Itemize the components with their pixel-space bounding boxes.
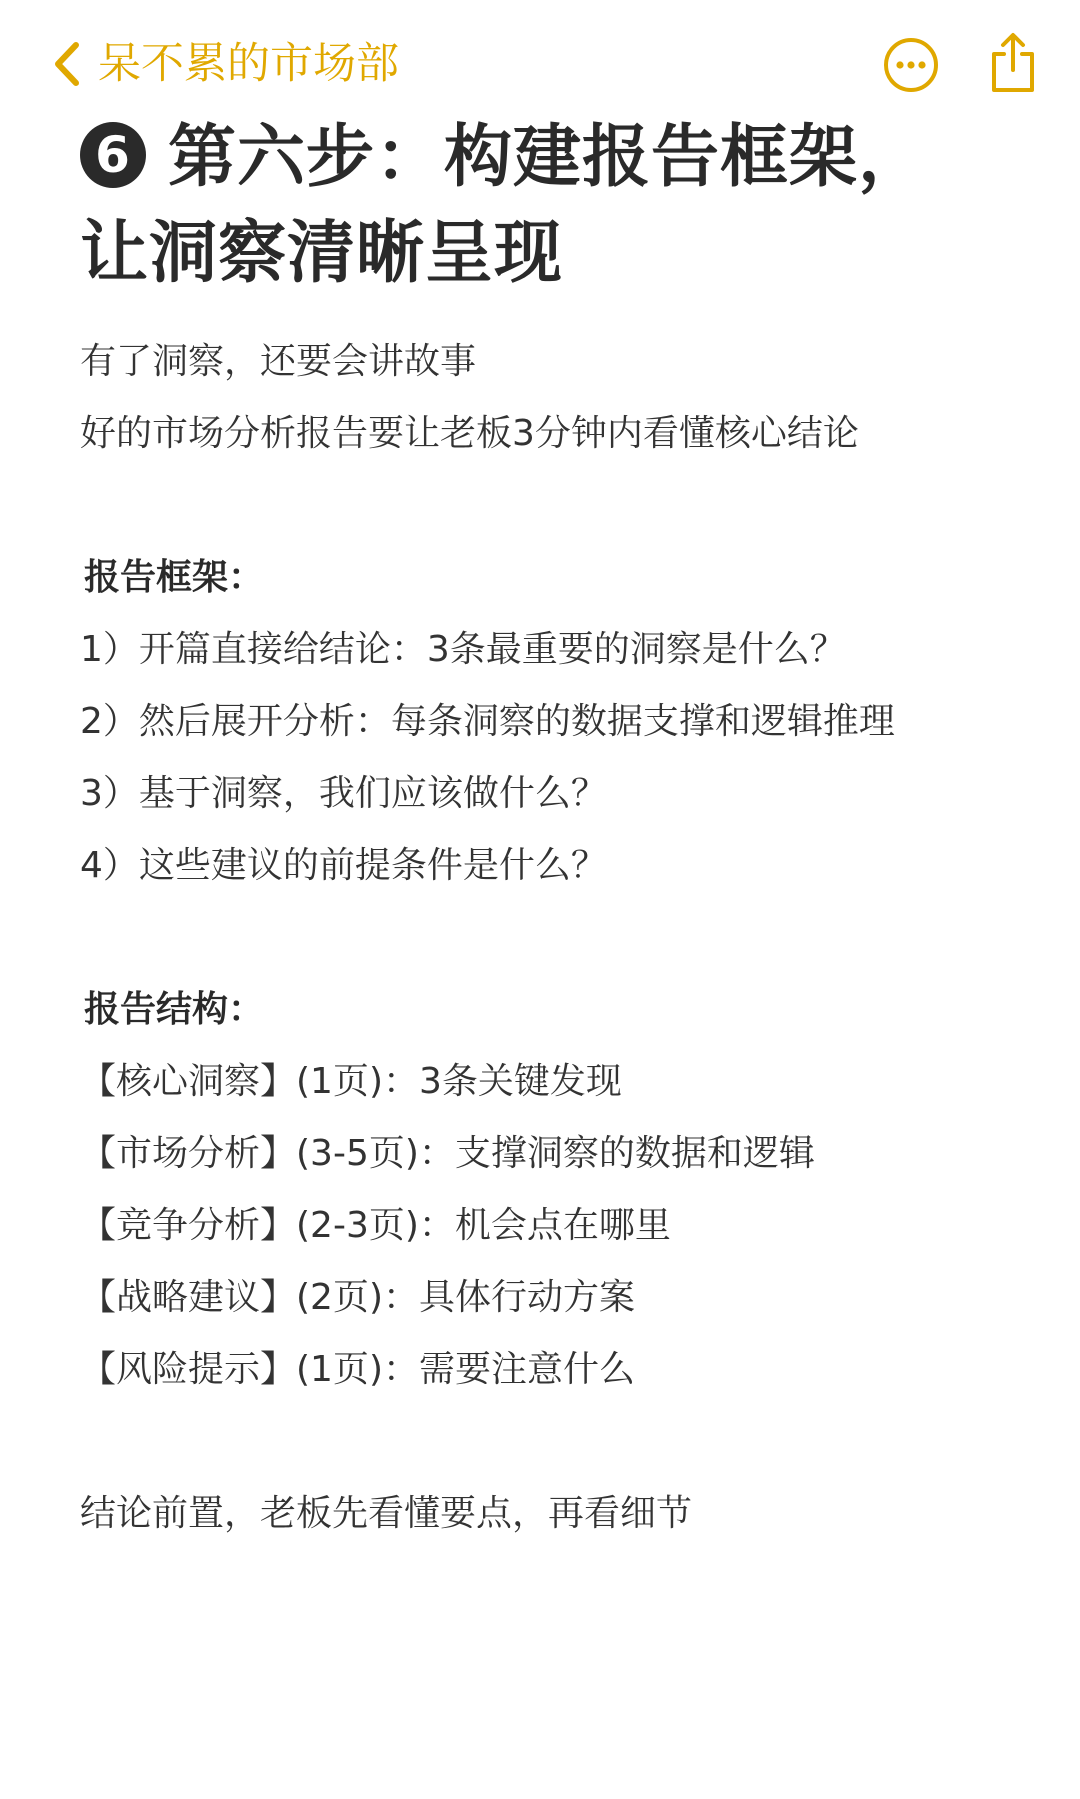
- list-item: 【竞争分析】(2-3页)：机会点在哪里: [80, 1205, 671, 1246]
- chevron-left-icon: [52, 41, 80, 87]
- back-label: 呆不累的市场部: [98, 39, 399, 89]
- list-item: 【战略建议】(2页)：具体行动方案: [80, 1277, 635, 1318]
- framework-heading: 报告框架：: [84, 557, 265, 598]
- framework-list: [80, 614, 1040, 902]
- step-number-badge: 6: [80, 122, 146, 188]
- intro-line: 有了洞察，还要会讲故事: [80, 341, 477, 382]
- closing-line: 结论前置，老板先看懂要点，再看细节: [80, 1493, 693, 1534]
- note-title: [80, 110, 1040, 302]
- intro-line: 好的市场分析报告要让老板3分钟内看懂核心结论: [80, 413, 859, 454]
- intro-paragraph: [80, 326, 1040, 470]
- list-item: 3）基于洞察，我们应该做什么？: [80, 773, 607, 814]
- list-item: 【市场分析】(3-5页)：支撑洞察的数据和逻辑: [80, 1133, 815, 1174]
- structure-list: [80, 1046, 1040, 1406]
- title-line-2: 让洞察清晰呈现: [80, 214, 564, 293]
- note-body[interactable]: [80, 110, 1040, 1550]
- title-text-1: 第六步：构建报告框架，: [168, 118, 928, 197]
- list-item: 2）然后展开分析：每条洞察的数据支撑和逻辑推理: [80, 701, 895, 742]
- ellipsis-circle-icon: [882, 79, 940, 98]
- share-icon: [988, 81, 1038, 100]
- more-button[interactable]: [882, 36, 940, 94]
- list-item: 1）开篇直接给结论：3条最重要的洞察是什么？: [80, 629, 846, 670]
- share-button[interactable]: [988, 30, 1038, 96]
- list-item: 【核心洞察】(1页)：3条关键发现: [80, 1061, 622, 1102]
- structure-heading: 报告结构：: [84, 989, 265, 1030]
- list-item: 【风险提示】(1页)：需要注意什么: [80, 1349, 635, 1390]
- back-button[interactable]: [52, 32, 399, 96]
- list-item: 4）这些建议的前提条件是什么？: [80, 845, 607, 886]
- title-line-1: [80, 110, 1040, 206]
